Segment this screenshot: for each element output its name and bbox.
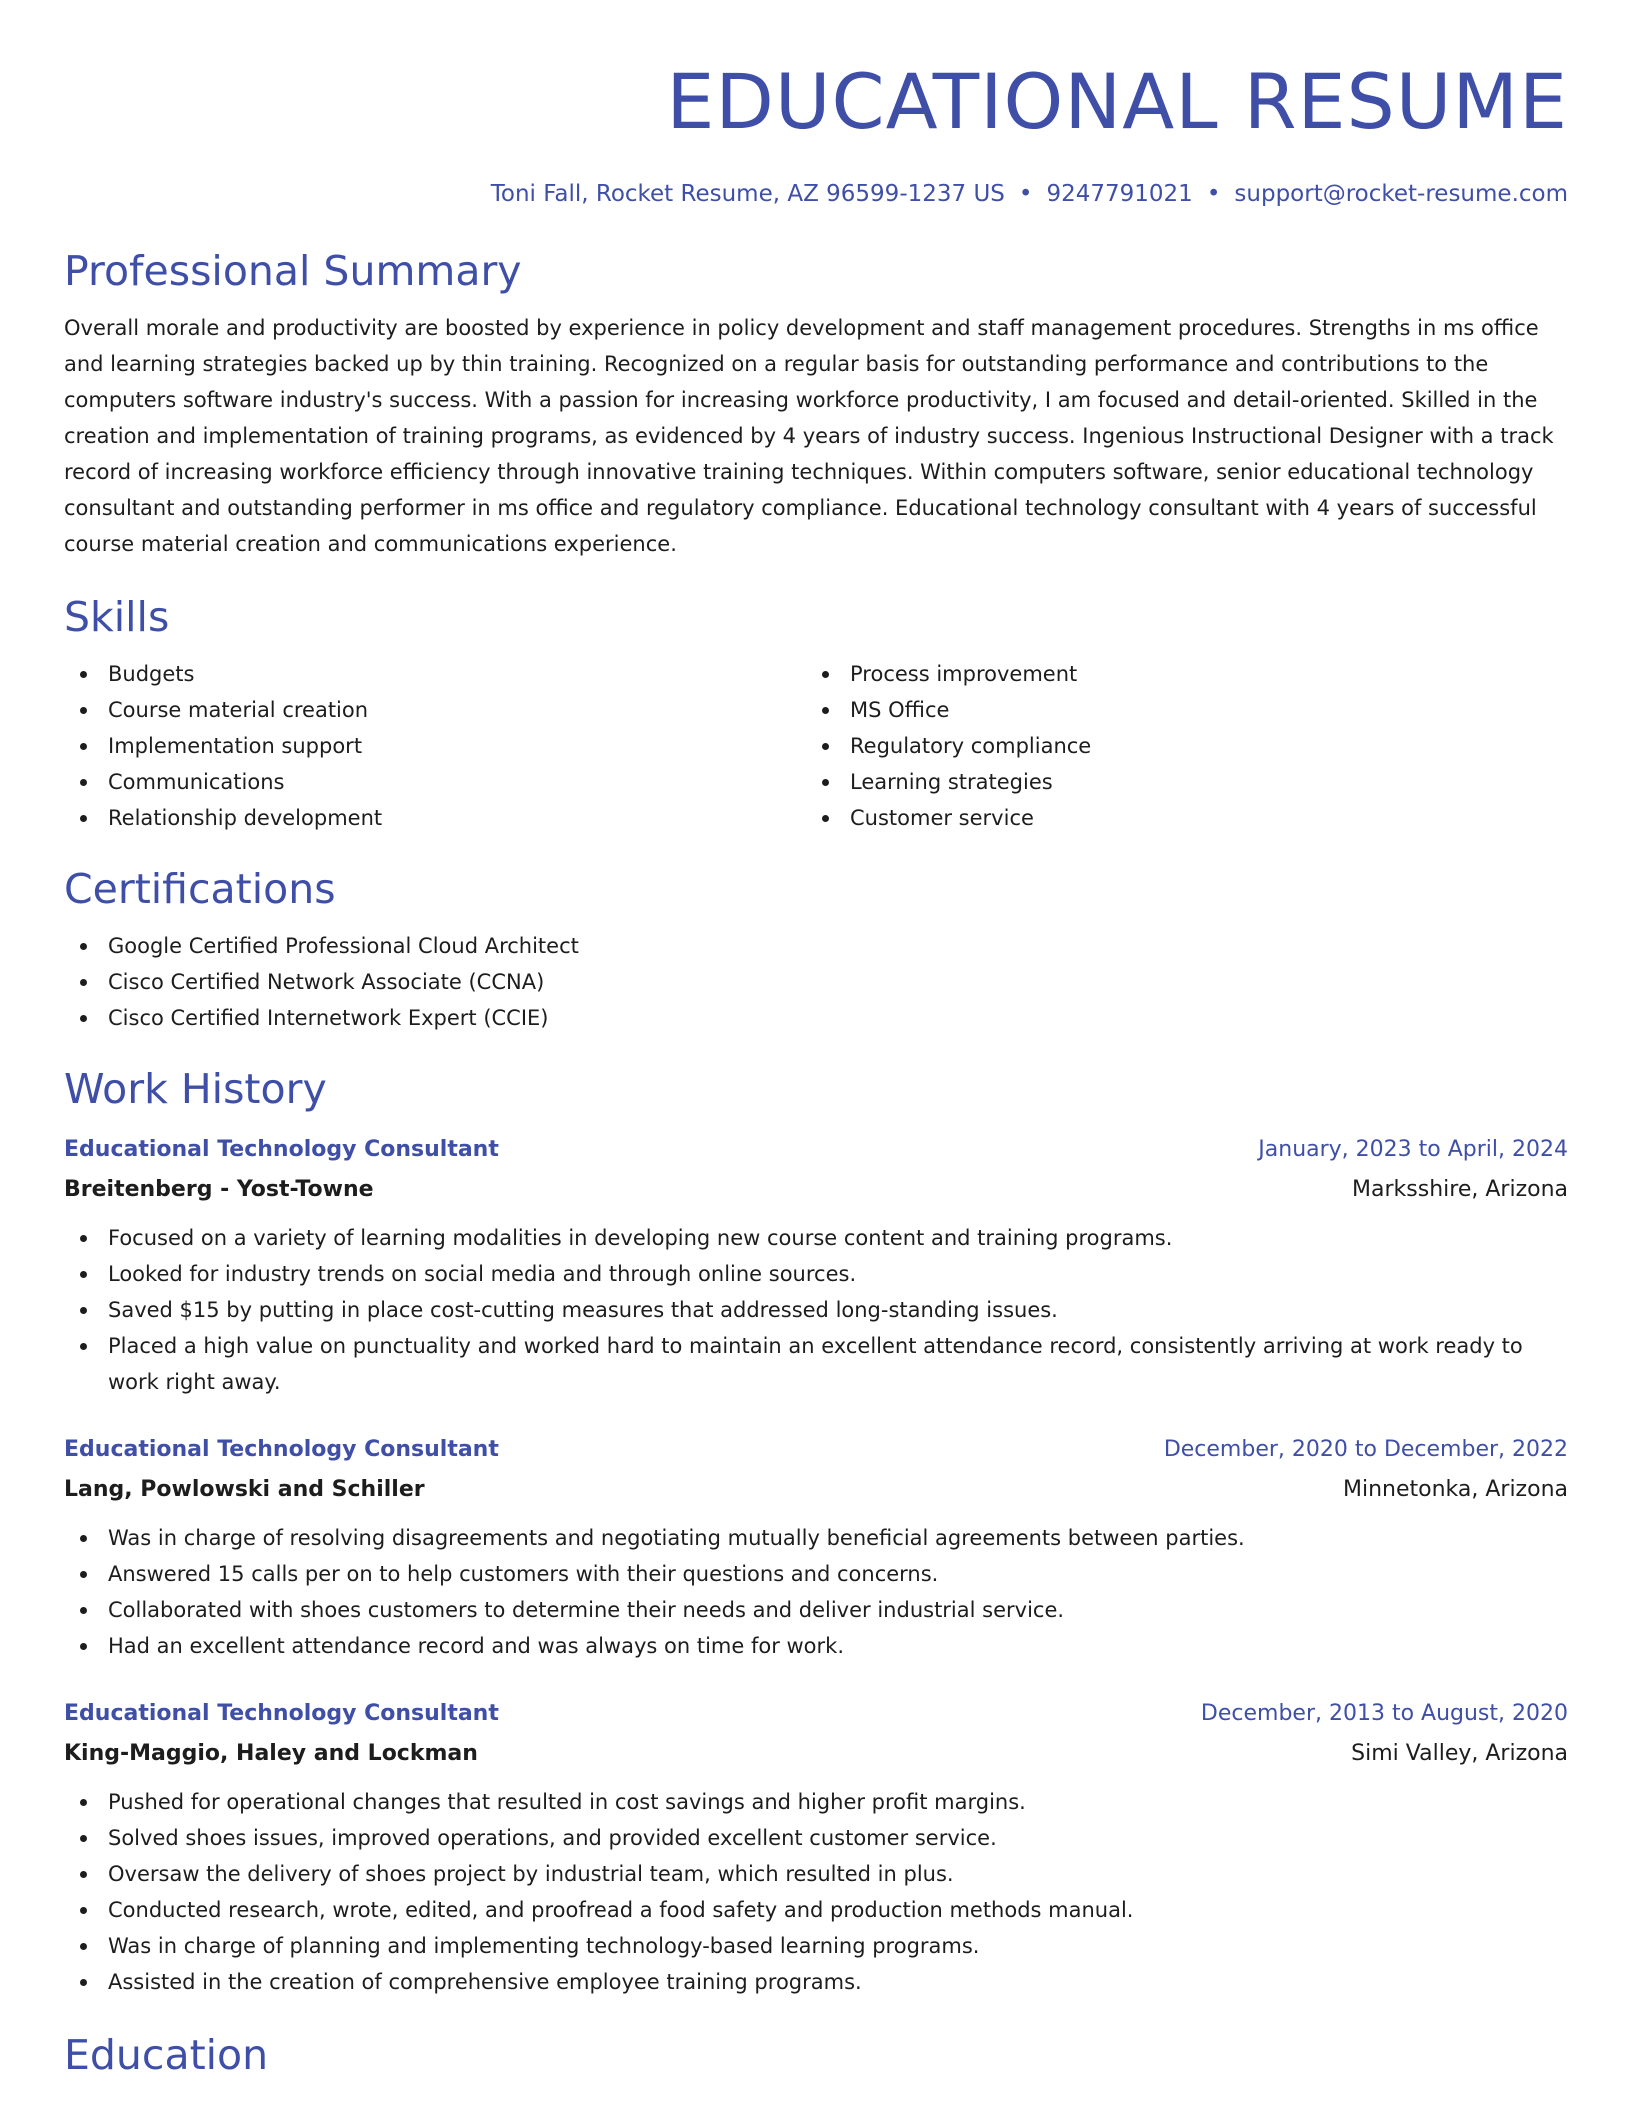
job-title: Educational Technology Consultant xyxy=(64,1437,499,1462)
skill-item: Process improvement xyxy=(806,656,1548,692)
job-bullet: Had an excellent attendance record and was always on time for work. xyxy=(64,1628,1568,1664)
skills-list-right xyxy=(806,656,1548,836)
job-title: Educational Technology Consultant xyxy=(64,1701,499,1726)
job-entry xyxy=(64,1134,1568,1400)
skills-heading: Skills xyxy=(64,593,170,641)
document-title: EDUCATIONAL RESUME xyxy=(666,57,1568,146)
job-header xyxy=(64,1434,1568,1466)
job-company: King-Maggio, Haley and Lockman xyxy=(64,1741,478,1766)
certifications-list xyxy=(64,928,1568,1036)
job-bullet: Saved $15 by putting in place cost-cutting measures that addressed long-standing issues. xyxy=(64,1292,1568,1328)
job-bullet: Placed a high value on punctuality and worked hard to maintain an excellent attendance record, consistently arriving at work ready to work right away. xyxy=(64,1328,1568,1400)
education-heading: Education xyxy=(64,2031,269,2079)
certification-item: Cisco Certified Network Associate (CCNA) xyxy=(64,964,1568,1000)
work-history-heading: Work History xyxy=(64,1065,327,1113)
contact-email: support@rocket-resume.com xyxy=(1234,181,1568,207)
job-bullet: Collaborated with shoes customers to determine their needs and deliver industrial service. xyxy=(64,1592,1568,1628)
skill-item: Learning strategies xyxy=(806,764,1548,800)
job-bullets xyxy=(64,1220,1568,1400)
job-bullets xyxy=(64,1520,1568,1664)
job-location: Minnetonka, Arizona xyxy=(1342,1477,1568,1502)
job-title: Educational Technology Consultant xyxy=(64,1137,499,1162)
job-entry xyxy=(64,1698,1568,2000)
job-bullet: Looked for industry trends on social media and through online sources. xyxy=(64,1256,1568,1292)
skill-item: Customer service xyxy=(806,800,1548,836)
skill-item: Communications xyxy=(64,764,806,800)
summary-text: Overall morale and productivity are boosted by experience in policy development and staff management procedures. Strengths in ms office and learning strategies backed up by thin training. Recognized on a regular basis for outstanding performance and contributions to the computers software industry's success. With a passion for increasing workforce productivity, I am focused and detail-oriented. Skilled in the creation and implementation of training programs, as evidenced by 4 years of industry success. Ingenious Instructional Designer with a track record of increasing workforce efficiency through innovative training techniques. Within computers software, senior educational technology consultant and outstanding performer in ms office and regulatory compliance. Educational technology consultant with 4 years of successful course material creation and communications experience. xyxy=(64,316,1554,556)
contact-separator: • xyxy=(1018,181,1033,207)
contact-line xyxy=(64,178,1568,210)
contact-separator: • xyxy=(1206,181,1221,207)
job-company: Breitenberg - Yost-Towne xyxy=(64,1177,374,1202)
skill-item: Course material creation xyxy=(64,692,806,728)
job-header xyxy=(64,1698,1568,1730)
contact-address: Toni Fall, Rocket Resume, AZ 96599-1237 US xyxy=(490,181,1005,207)
job-bullet: Conducted research, wrote, edited, and proofread a food safety and production methods manual. xyxy=(64,1892,1568,1928)
job-bullet: Solved shoes issues, improved operations, and provided excellent customer service. xyxy=(64,1820,1568,1856)
job-dates: December, 2013 to August, 2020 xyxy=(1200,1701,1568,1726)
job-location: Simi Valley, Arizona xyxy=(1351,1741,1568,1766)
skill-item: Implementation support xyxy=(64,728,806,764)
job-bullet: Focused on a variety of learning modalities in developing new course content and training programs. xyxy=(64,1220,1568,1256)
skill-item: Regulatory compliance xyxy=(806,728,1548,764)
job-bullet: Was in charge of resolving disagreements and negotiating mutually beneficial agreements between parties. xyxy=(64,1520,1568,1556)
skill-item: Budgets xyxy=(64,656,806,692)
summary-heading: Professional Summary xyxy=(64,247,522,295)
job-dates: January, 2023 to April, 2024 xyxy=(1258,1137,1568,1162)
job-bullet: Was in charge of planning and implementing technology-based learning programs. xyxy=(64,1928,1568,1964)
certifications-heading: Certifications xyxy=(64,865,336,913)
job-bullet: Assisted in the creation of comprehensive employee training programs. xyxy=(64,1964,1568,2000)
job-subheader xyxy=(64,1474,1568,1506)
skill-item: Relationship development xyxy=(64,800,806,836)
job-location: Marksshire, Arizona xyxy=(1352,1177,1568,1202)
job-subheader xyxy=(64,1174,1568,1206)
certification-item: Google Certified Professional Cloud Architect xyxy=(64,928,1568,964)
job-header xyxy=(64,1134,1568,1166)
skill-item: MS Office xyxy=(806,692,1548,728)
job-bullet: Answered 15 calls per on to help customers with their questions and concerns. xyxy=(64,1556,1568,1592)
skills-list-left xyxy=(64,656,806,836)
job-company: Lang, Powlowski and Schiller xyxy=(64,1477,425,1502)
job-dates: December, 2020 to December, 2022 xyxy=(1163,1437,1568,1462)
job-bullets xyxy=(64,1784,1568,2000)
certification-item: Cisco Certified Internetwork Expert (CCIE) xyxy=(64,1000,1568,1036)
job-subheader xyxy=(64,1738,1568,1770)
contact-phone: 9247791021 xyxy=(1046,181,1193,207)
job-bullet: Pushed for operational changes that resulted in cost savings and higher profit margins. xyxy=(64,1784,1568,1820)
skills-grid xyxy=(64,656,1568,836)
job-bullet: Oversaw the delivery of shoes project by industrial team, which resulted in plus. xyxy=(64,1856,1568,1892)
job-entry xyxy=(64,1434,1568,1664)
